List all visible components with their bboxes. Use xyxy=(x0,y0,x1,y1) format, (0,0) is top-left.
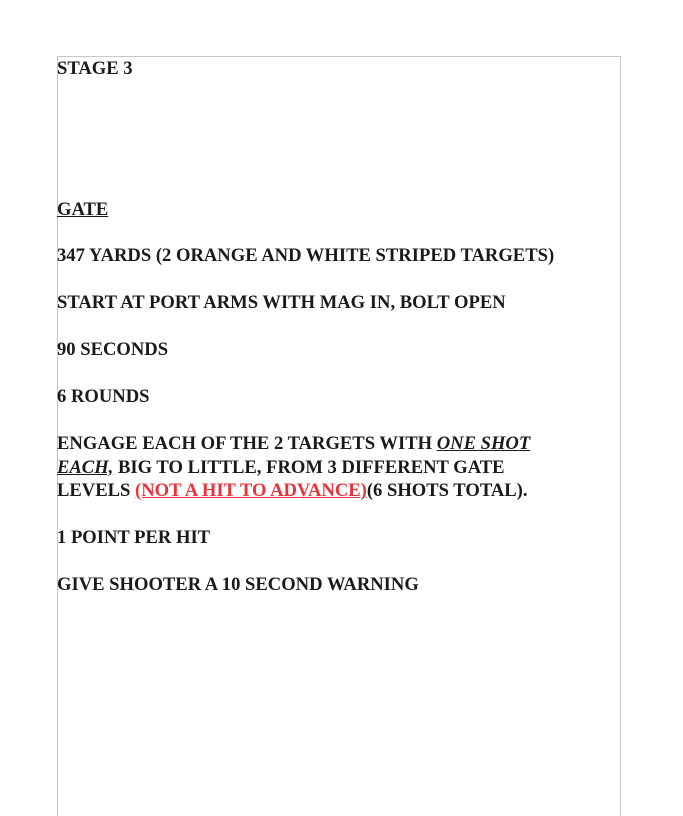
instructions-line-1 xyxy=(57,432,530,456)
instructions-emphasis: ONE SHOT xyxy=(436,433,531,454)
rounds-line: 6 ROUNDS xyxy=(57,386,150,407)
time-limit-line: 90 SECONDS xyxy=(57,339,169,360)
instructions-text: (6 SHOTS TOTAL). xyxy=(366,480,528,501)
instructions-line-2 xyxy=(57,456,505,480)
section-heading: GATE xyxy=(57,199,109,220)
stage-title: STAGE 3 xyxy=(57,58,133,79)
warning-note-line: GIVE SHOOTER A 10 SECOND WARNING xyxy=(57,574,419,595)
advance-warning: (NOT A HIT TO ADVANCE) xyxy=(135,480,367,501)
instructions-line-3 xyxy=(57,479,528,503)
instructions-text: LEVELS xyxy=(57,480,136,501)
start-position-line: START AT PORT ARMS WITH MAG IN, BOLT OPEN xyxy=(57,292,506,313)
instructions-text: ENGAGE EACH OF THE 2 TARGETS WITH xyxy=(57,433,437,454)
instructions-text: BIG TO LITTLE, FROM 3 DIFFERENT GATE xyxy=(113,456,505,478)
distance-line: 347 YARDS (2 ORANGE AND WHITE STRIPED TARGETS) xyxy=(57,245,555,266)
instructions-emphasis: EACH, xyxy=(57,456,114,478)
scoring-line: 1 POINT PER HIT xyxy=(57,527,211,548)
